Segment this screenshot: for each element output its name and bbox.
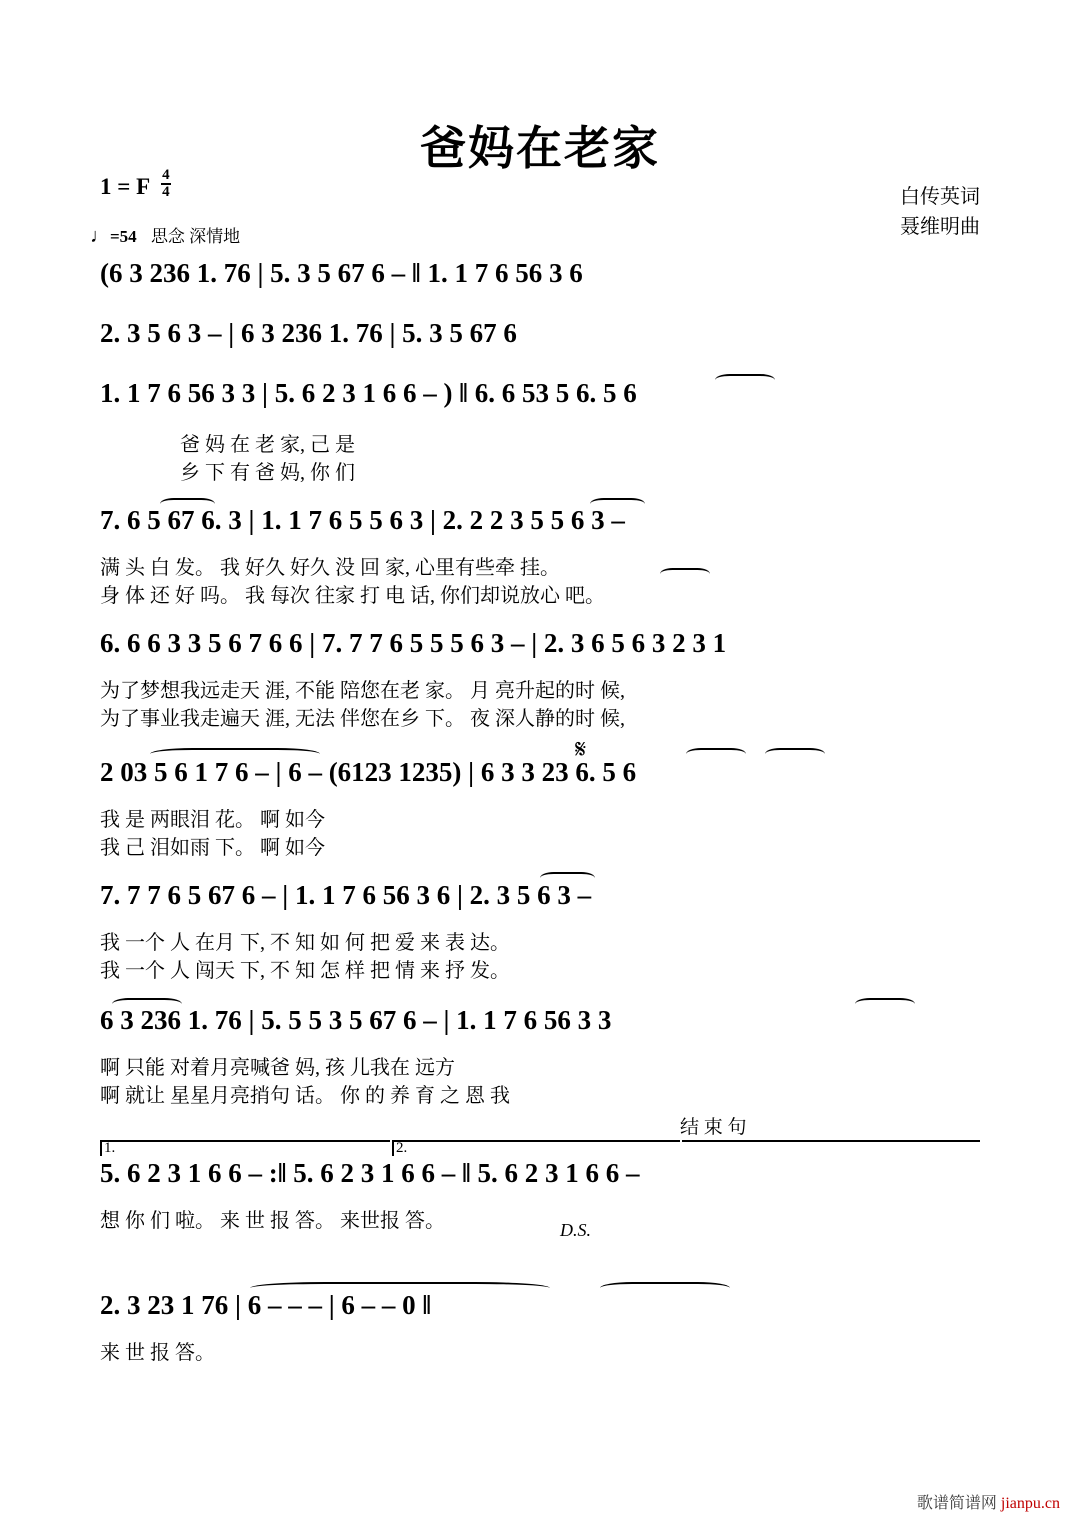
tempo-value: =54: [110, 227, 137, 246]
tie-arc: [112, 998, 182, 1010]
watermark-domain: jianpu.cn: [1000, 1495, 1060, 1512]
notation-line: (6 3 236 1. 76 | 5. 3 5 67 6 – ‖ 1. 1 7 6 56 3 6: [100, 258, 583, 288]
tie-arc: [765, 748, 825, 760]
repeat-bracket-1: [100, 1140, 390, 1142]
ds-mark: D.S.: [560, 1220, 591, 1240]
lyric-line-verse1: 我 是 两眼泪 花。 啊 如今: [100, 809, 325, 831]
lyric-line-verse1: 爸 妈 在 老 家, 己 是: [180, 434, 355, 456]
tie-arc: [855, 998, 915, 1010]
lyric-line-verse2: 我 己 泪如雨 下。 啊 如今: [100, 837, 325, 859]
notation-line: 6 3 236 1. 76 | 5. 5 5 3 5 67 6 – | 1. 1 7 6 56 3 3: [100, 1005, 612, 1035]
time-signature: [161, 168, 171, 200]
notation-line: 2 03 5 6 1 7 6 – | 6 – (6123 1235) | 6 3 3 23 6. 5 6: [100, 757, 637, 787]
lyric-line-verse1: 我 一个 人 在月 下, 不 知 如 何 把 爱 来 表 达。: [100, 932, 510, 954]
notation-line: 6. 6 6 3 3 5 6 7 6 6 | 7. 7 7 6 5 5 5 6 3 – | 2. 3 6 5 6 3 2 3 1: [100, 628, 727, 658]
watermark: [917, 1490, 1060, 1513]
lyric-line-verse1: 满 头 白 发。 我 好久 好久 没 回 家, 心里有些牵 挂。: [100, 557, 560, 579]
notation-line: 7. 6 5 67 6. 3 | 1. 1 7 6 5 5 6 3 | 2. 2 2 3 5 5 6 3 –: [100, 505, 625, 535]
lyric-line-verse2: 身 体 还 好 吗。 我 每次 往家 打 电 话, 你们却说放心 吧。: [100, 585, 605, 607]
lyric-line-verse2: 为了事业我走遍天 涯, 无法 伴您在乡 下。 夜 深人静的时 候,: [100, 708, 625, 730]
key-signature: [100, 168, 171, 200]
lyric-line-verse1: 啊 只能 对着月亮喊爸 妈, 孩 儿我在 远方: [100, 1057, 455, 1079]
tie-arc: [540, 872, 595, 884]
repeat-number-2: 2.: [396, 1140, 408, 1156]
tie-arc: [686, 748, 746, 760]
coda-label: 结 束 句: [680, 1117, 747, 1138]
tie-arc: [160, 498, 215, 510]
notation-line: 2. 3 23 1 76 | 6 – – – | 6 – – 0 ‖: [100, 1290, 432, 1320]
lyric-line-verse1: 为了梦想我远走天 涯, 不能 陪您在老 家。 月 亮升起的时 候,: [100, 680, 625, 702]
coda-bracket: [682, 1140, 980, 1142]
lyric-line-verse2: 乡 下 有 爸 妈, 你 们: [180, 462, 355, 484]
repeat-number-1: 1.: [104, 1140, 116, 1156]
tempo-marking: [90, 222, 240, 248]
lyricist: 白传英词: [900, 186, 980, 208]
segno-icon: 𝄋: [575, 735, 587, 764]
mood-marking: 思念 深情地: [150, 227, 241, 246]
time-signature-denominator: 4: [162, 184, 170, 200]
lyric-line-verse1: 来 世 报 答。: [100, 1342, 215, 1364]
repeat-bracket-2: [392, 1140, 680, 1142]
lyric-line-verse1: 想 你 们 啦。 来 世 报 答。 来世报 答。: [100, 1210, 445, 1232]
notation-line: 5. 6 2 3 1 6 6 – :‖ 5. 6 2 3 1 6 6 – ‖ 5. 6 2 3 1 6 6 –: [100, 1158, 640, 1188]
key-label: 1 = F: [100, 174, 150, 199]
notation-line: 2. 3 5 6 3 – | 6 3 236 1. 76 | 5. 3 5 67 6: [100, 318, 517, 348]
repeat-bracket-1-tick: [100, 1140, 102, 1156]
tie-arc: [660, 568, 710, 580]
quarter-note-icon: ♩: [90, 225, 110, 247]
watermark-text: 歌谱简谱网: [916, 1495, 997, 1512]
tie-arc: [600, 1282, 730, 1294]
page-title: 爸妈在老家: [420, 123, 660, 174]
notation-line: 1. 1 7 6 56 3 3 | 5. 6 2 3 1 6 6 – ) ‖ 6. 6 53 5 6. 5 6: [100, 378, 637, 408]
tie-arc: [150, 748, 320, 760]
time-signature-numerator: 4: [162, 167, 170, 183]
notation-line: 7. 7 7 6 5 67 6 – | 1. 1 7 6 56 3 6 | 2. 3 5 6 3 –: [100, 880, 592, 910]
tie-arc: [590, 498, 645, 510]
tie-arc: [250, 1282, 550, 1294]
credits: [900, 182, 980, 242]
tie-arc: [715, 374, 775, 386]
lyric-line-verse2: 我 一个 人 闯天 下, 不 知 怎 样 把 情 来 抒 发。: [100, 960, 510, 982]
lyric-line-verse2: 啊 就让 星星月亮捎句 话。 你 的 养 育 之 恩 我: [100, 1085, 510, 1107]
composer: 聂维明曲: [900, 216, 980, 238]
repeat-bracket-2-tick: [392, 1140, 394, 1156]
